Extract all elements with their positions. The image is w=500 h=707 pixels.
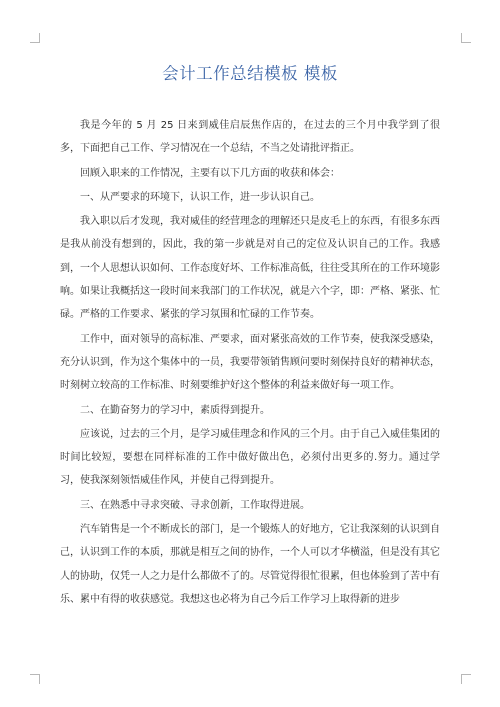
paragraph-review: 回顾入职来的工作情况，主要有以下几方面的收获和体会：: [80, 167, 340, 179]
crop-mark-top-right: [461, 33, 471, 43]
section-heading-2: 二、在勤奋努力的学习中，素质得到提升。: [80, 404, 270, 416]
crop-mark-bottom-left: [30, 674, 40, 684]
crop-mark-bottom-right: [461, 674, 471, 684]
paragraph-section-3: 汽车销售是一个不断成长的部门，是一个锻炼人的好地方，它让我深刻的认识到自己，认识到工作的本质，那就是相互之间的协作，一个人可以才华横溢，但是没有其它人的协助，仅凭一人之力是什么都做不了的。尽管觉得很忙很累，但也体验到了苦中有乐、累中有得的收获感觉。我想这也必将为自己今后工作学习上取得新的进步: [60, 524, 440, 605]
crop-mark-top-left: [30, 33, 40, 43]
section-heading-1: 一、从严要求的环境下，认识工作，进一步认识自己。: [80, 191, 320, 203]
paragraph-intro: 我是今年的 5 月 25 日来到威佳启辰焦作店的，在过去的三个月中我学到了很多，下面把自己工作、学习情况在一个总结，不当之处请批评指正。: [60, 120, 440, 155]
paragraph-section-1b: 工作中，面对领导的高标准、严要求，面对紧张高效的工作节奏，使我深受感染，充分认识到，作为这个集体中的一员，我要带领销售顾问要时刻保持良好的精神状态，时刻树立较高的工作标准、时刻要维护好这个整体的利益来做好每一项工作。: [60, 333, 440, 392]
section-heading-3: 三、在熟悉中寻求突破、寻求创新，工作取得进展。: [80, 499, 310, 511]
document-title: 会计工作总结模板 模板: [162, 64, 338, 83]
document-body: [60, 114, 440, 612]
paragraph-section-2: 应该说，过去的三个月，是学习威佳理念和作风的三个月。由于自己入威佳集团的时间比较短，要想在同样标准的工作中做好做出色，必须付出更多的.努力。通过学习，使我深刻领悟威佳作风，并使自己得到提升。: [60, 428, 440, 487]
paragraph-section-1a: 我入职以后才发现，我对威佳的经营理念的理解还只是皮毛上的东西，有很多东西是我从前没有想到的，因此，我的第一步就是对自己的定位及认识自己的工作。我感到，一个人思想认识如何、工作态度好坏、工作标准高低，往往受其所在的工作环境影响。如果让我概括这一段时间来我部门的工作状况，就是六个字，即：严格、紧张、忙碌。严格的工作要求、紧张的学习氛围和忙碌的工作节奏。: [60, 216, 440, 321]
